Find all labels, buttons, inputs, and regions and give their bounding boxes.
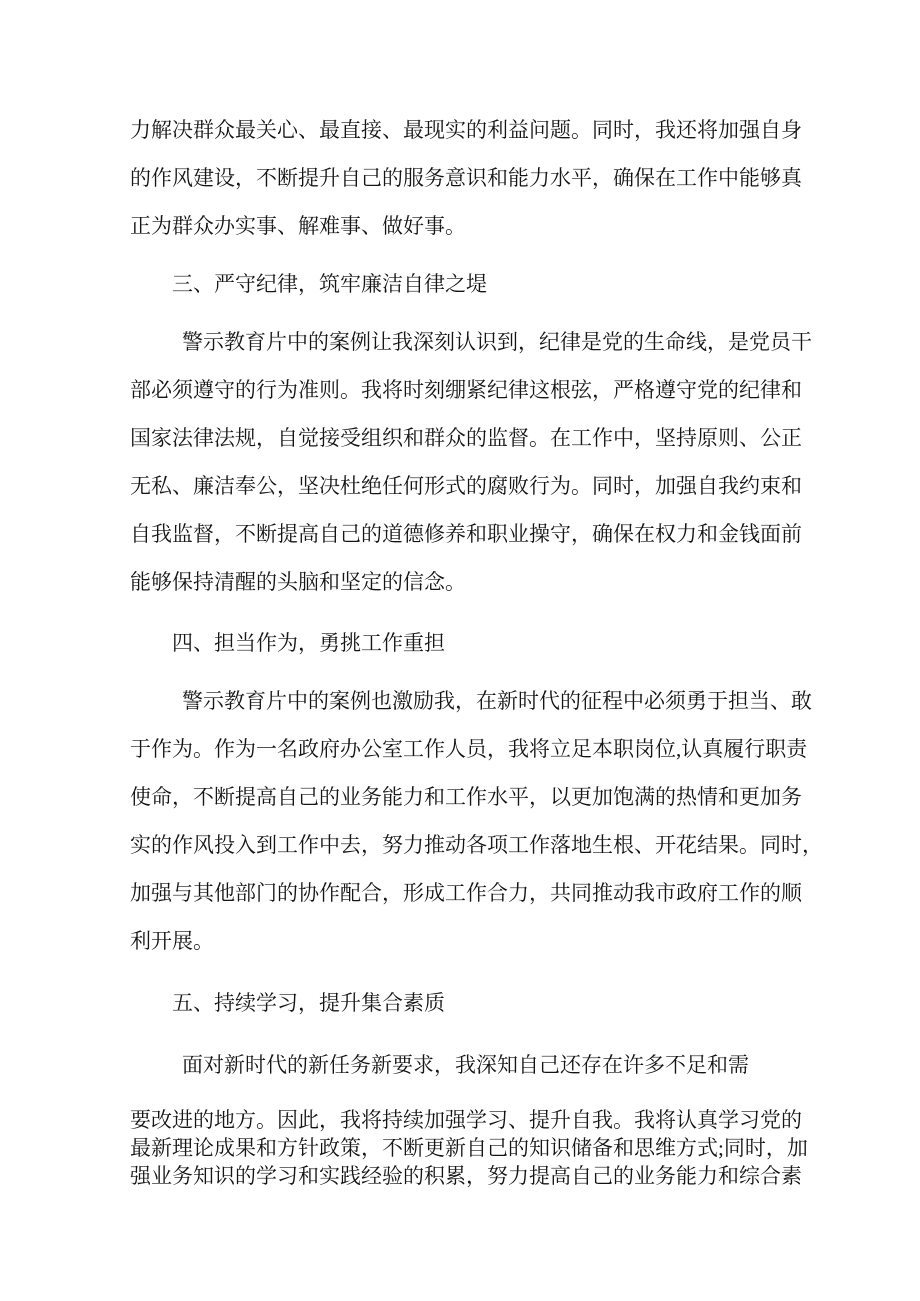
section-3 xyxy=(130,260,812,606)
section-5 xyxy=(130,979,808,1190)
paragraph-line: 无私、廉洁奉公，坚决杜绝任何形式的腐败行为。同时，加强自我约束和 xyxy=(130,474,802,498)
paragraph-line: 使命，不断提高自己的业务能力和工作水平，以更加饱满的热情和更加务 xyxy=(130,785,802,809)
paragraph-line: 实的作风投入到工作中去，努力推动各项工作落地生根、开花结果。同时， xyxy=(130,833,823,857)
paragraph-line: 于作为。作为一名政府办公室工作人员，我将立足本职岗位,认真履行职责 xyxy=(130,737,808,761)
paragraph-line: 正为群众办实事、解难事、做好事。 xyxy=(130,214,466,238)
paragraph-line: 国家法律法规，自觉接受组织和群众的监督。在工作中，坚持原则、公正 xyxy=(130,426,802,450)
paragraph-line: 能够保持清醒的头脑和坚定的信念。 xyxy=(130,570,466,594)
paragraph-line: 要改进的地方。因此，我将持续加强学习、提升自我。我将认真学习党的 xyxy=(130,1108,802,1132)
section-3-heading: 三、严守纪律，筑牢廉洁自律之堤 xyxy=(172,272,487,296)
paragraph-line: 面对新时代的新任务新要求，我深知自己还存在许多不足和需 xyxy=(182,1053,749,1077)
paragraph-line: 警示教育片中的案例也激励我，在新时代的征程中必须勇于担当、敢 xyxy=(182,689,812,713)
paragraph-line: 最新理论成果和方针政策，不断更新自己的知识储备和思维方式;同时，加 xyxy=(130,1136,808,1160)
paragraph-line: 利开展。 xyxy=(130,929,214,953)
paragraph-line: 强业务知识的学习和实践经验的积累，努力提高自己的业务能力和综合素 xyxy=(130,1164,802,1188)
paragraph-line: 的作风建设，不断提升自己的服务意识和能力水平，确保在工作中能够真 xyxy=(130,166,802,190)
section-4-heading: 四、担当作为，勇挑工作重担 xyxy=(172,631,445,655)
section-5-heading: 五、持续学习，提升集合素质 xyxy=(172,991,445,1015)
paragraph-line: 自我监督，不断提高自己的道德修养和职业操守，确保在权力和金钱面前 xyxy=(130,522,802,546)
paragraph-line: 警示教育片中的案例让我深刻认识到，纪律是党的生命线，是党员干 xyxy=(182,330,812,354)
section-continuation xyxy=(130,106,802,250)
paragraph-line: 加强与其他部门的协作配合，形成工作合力，共同推动我市政府工作的顺 xyxy=(130,881,802,905)
section-4 xyxy=(130,619,823,965)
paragraph-line: 部必须遵守的行为准则。我将时刻绷紧纪律这根弦，严格遵守党的纪律和 xyxy=(130,378,802,402)
paragraph-line: 力解决群众最关心、最直接、最现实的利益问题。同时，我还将加强自身 xyxy=(130,118,802,142)
